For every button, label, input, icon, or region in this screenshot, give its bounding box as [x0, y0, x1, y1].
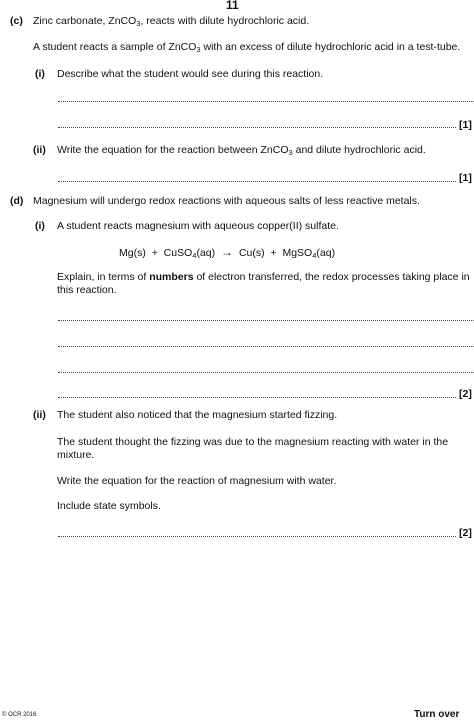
part-d-ii-instruction: Write the equation for the reaction of magnesium with water. — [57, 475, 337, 487]
mark-c-ii: [1] — [459, 172, 472, 184]
part-c-intro: Zinc carbonate, ZnCO$_3$, reacts with dilute hydrochloric acid. — [33, 15, 310, 28]
answer-line-c-i-2[interactable] — [58, 127, 456, 128]
answer-line-c-i-1[interactable] — [58, 101, 474, 102]
part-c-ii-label: (ii) — [33, 144, 46, 156]
answer-line-c-ii[interactable] — [58, 181, 456, 182]
part-d-ii-state-symbols: Include state symbols. — [57, 500, 161, 512]
part-d-intro: Magnesium will undergo redox reactions with aqueous salts of less reactive metals. — [33, 195, 420, 207]
part-c-ii-text: Write the equation for the reaction between ZnCO$_3$ and dilute hydrochloric acid. — [57, 144, 426, 157]
page-number: 11 — [226, 0, 239, 12]
copyright: © OCR 2016 — [2, 712, 37, 718]
part-c-i-text: Describe what the student would see during this reaction. — [57, 68, 324, 80]
part-d-ii-thought-line2: mixture. — [57, 449, 95, 461]
mark-d-ii: [2] — [459, 527, 472, 539]
part-d-i-explain: Explain, in terms of numbers of electron transferred, the redox processes taking place in — [57, 271, 470, 283]
part-d-label: (d) — [10, 195, 24, 207]
turn-over: Turn over — [414, 709, 460, 720]
part-c-i-label: (i) — [35, 68, 45, 80]
answer-line-d-ii[interactable] — [58, 536, 456, 537]
answer-line-d-i-3[interactable] — [58, 372, 474, 373]
mark-c-i: [1] — [459, 119, 472, 131]
reaction-arrow-icon: → — [221, 245, 234, 259]
answer-line-d-i-4[interactable] — [58, 397, 456, 398]
part-c-context: A student reacts a sample of ZnCO$_3$ with an excess of dilute hydrochloric acid in a test-tube. — [33, 41, 461, 54]
part-d-i-text: A student reacts magnesium with aqueous copper(II) sulfate. — [57, 220, 339, 232]
redox-equation: Mg(s) + CuSO$_4$(aq) → Cu(s) + MgSO$_4$(aq) — [119, 245, 336, 260]
part-d-ii-label: (ii) — [33, 409, 46, 421]
part-d-i-explain-line2: this reaction. — [57, 284, 117, 296]
part-d-ii-text: The student also noticed that the magnesium started fizzing. — [57, 409, 338, 421]
part-c-label: (c) — [10, 15, 23, 27]
mark-d-i: [2] — [459, 388, 472, 400]
part-d-ii-thought: The student thought the fizzing was due to the magnesium reacting with water in the — [57, 436, 449, 448]
answer-line-d-i-2[interactable] — [58, 346, 474, 347]
answer-line-d-i-1[interactable] — [58, 320, 474, 321]
part-d-i-label: (i) — [35, 220, 45, 232]
